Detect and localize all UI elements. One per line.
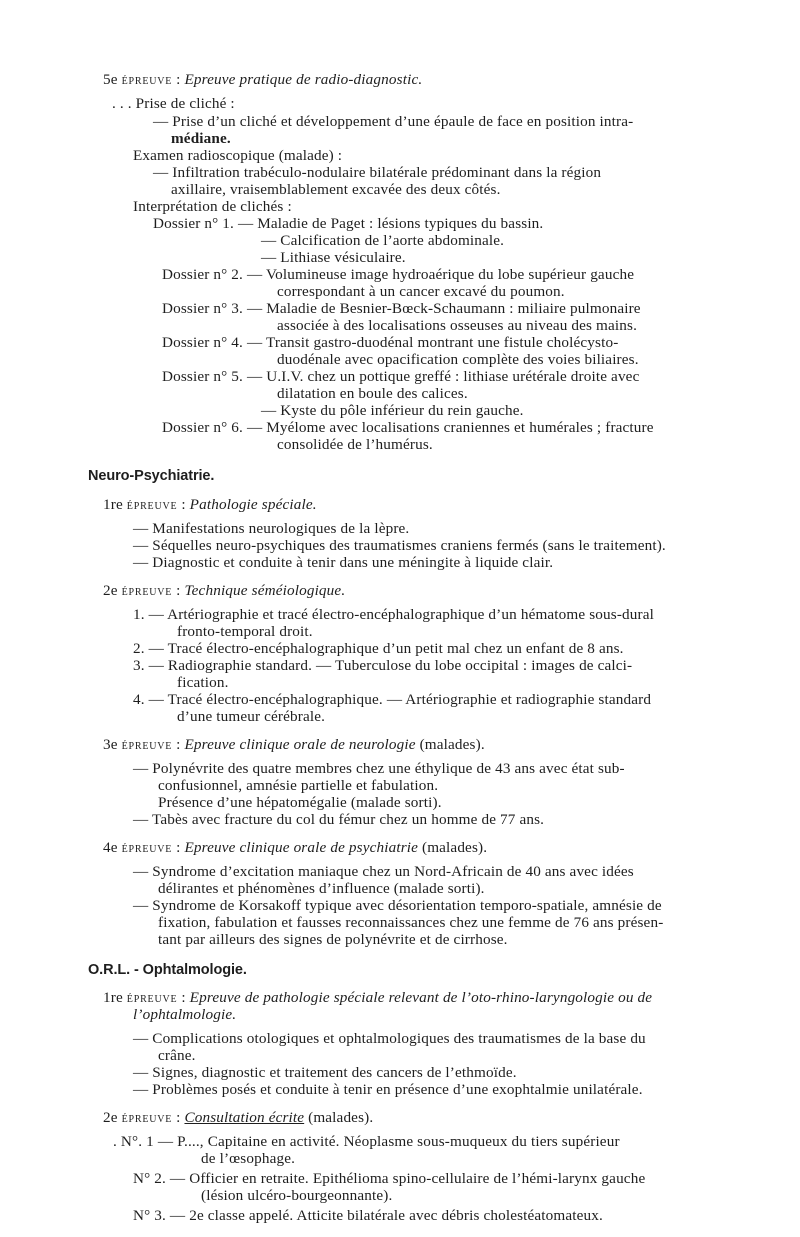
- text-line: — Séquelles neuro-psychiques des traumatismes craniens fermés (sans le traitement).: [133, 537, 666, 554]
- text-line: (lésion ulcéro-bourgeonnante).: [201, 1187, 393, 1204]
- text-line: — Syndrome de Korsakoff typique avec désorientation temporo-spatiale, amnésie de: [133, 897, 662, 914]
- text-line: correspondant à un cancer excavé du poumon.: [277, 283, 565, 300]
- text-line: fronto-temporal droit.: [177, 623, 313, 640]
- text-line: Présence d’une hépatomégalie (malade sorti).: [158, 794, 442, 811]
- text-line: confusionnel, amnésie partielle et fabulation.: [158, 777, 439, 794]
- text-line: — Calcification de l’aorte abdominale.: [261, 232, 505, 249]
- epreuve-heading: 1re épreuve : Pathologie spéciale.: [103, 496, 317, 513]
- text-line: crâne.: [158, 1047, 196, 1064]
- text-line: Dossier n° 4. — Transit gastro-duodénal montrant une fistule cholécysto-: [162, 334, 619, 351]
- text-line: 4. — Tracé électro-encéphalographique. — Artériographie et radiographie standard: [133, 691, 652, 708]
- text-line: consolidée de l’humérus.: [277, 436, 433, 453]
- text-line: fication.: [177, 674, 229, 691]
- text-line: N° 3. — 2e classe appelé. Atticite bilatérale avec débris cholestéatomateux.: [133, 1207, 603, 1224]
- epreuve-heading: 2e épreuve : Consultation écrite (malades).: [103, 1109, 374, 1126]
- text-line: — Infiltration trabéculo-nodulaire bilatérale prédominant dans la région: [153, 164, 602, 181]
- epreuve-heading: 3e épreuve : Epreuve clinique orale de neurologie (malades).: [103, 736, 485, 753]
- text-line: duodénale avec opacification complète des voies biliaires.: [277, 351, 639, 368]
- text-line: — Manifestations neurologiques de la lèpre.: [133, 520, 410, 537]
- text-line: 1. — Artériographie et tracé électro-encéphalographique d’un hématome sous-dural: [133, 606, 654, 623]
- epreuve-heading-radio: 5e épreuve : Epreuve pratique de radio-diagnostic.: [103, 71, 423, 88]
- text-line: N° 2. — Officier en retraite. Epithélioma spino-cellulaire de l’hémi-larynx gauche: [133, 1170, 646, 1187]
- text-line: . N°. 1 — P...., Capitaine en activité. Néoplasme sous-muqueux du tiers supérieur: [113, 1133, 620, 1150]
- text-line: Dossier n° 1. — Maladie de Paget : lésions typiques du bassin.: [153, 215, 544, 232]
- epreuve-heading-continuation: l’ophtalmologie.: [133, 1006, 237, 1023]
- text-line: Examen radioscopique (malade) :: [133, 147, 343, 164]
- text-line: — Kyste du pôle inférieur du rein gauche.: [261, 402, 524, 419]
- text-line: — Lithiase vésiculaire.: [261, 249, 406, 266]
- text-line: — Diagnostic et conduite à tenir dans une méningite à liquide clair.: [133, 554, 554, 571]
- text-line: axillaire, vraisemblablement excavée des deux côtés.: [171, 181, 501, 198]
- text-line: Interprétation de clichés :: [133, 198, 292, 215]
- section-heading-neuro: Neuro-Psychiatrie.: [88, 468, 215, 484]
- text-line: Dossier n° 6. — Myélome avec localisations craniennes et humérales ; fracture: [162, 419, 654, 436]
- text-line: Dossier n° 3. — Maladie de Besnier-Bœck-Schaumann : miliaire pulmonaire: [162, 300, 641, 317]
- section-heading-orl: O.R.L. - Ophtalmologie.: [88, 962, 247, 978]
- text-line: 3. — Radiographie standard. — Tuberculose du lobe occipital : images de calci-: [133, 657, 633, 674]
- epreuve-heading: 2e épreuve : Technique séméiologique.: [103, 582, 346, 599]
- epreuve-heading: 1re épreuve : Epreuve de pathologie spéciale relevant de l’oto-rhino-laryngologie ou de: [103, 989, 653, 1006]
- text-line: médiane.: [171, 130, 231, 147]
- epreuve-heading: 4e épreuve : Epreuve clinique orale de psychiatrie (malades).: [103, 839, 488, 856]
- text-line: — Tabès avec fracture du col du fémur chez un homme de 77 ans.: [133, 811, 545, 828]
- text-line: associée à des localisations osseuses au niveau des mains.: [277, 317, 638, 334]
- text-line: dilatation en boule des calices.: [277, 385, 468, 402]
- text-line: — Syndrome d’excitation maniaque chez un Nord-Africain de 40 ans avec idées: [133, 863, 634, 880]
- text-line: fixation, fabulation et fausses reconnaissances chez une femme de 76 ans présen-: [158, 914, 664, 931]
- text-line: — Polynévrite des quatre membres chez une éthylique de 43 ans avec état sub-: [133, 760, 625, 777]
- text-line: — Complications otologiques et ophtalmologiques des traumatismes de la base du: [133, 1030, 646, 1047]
- text-line: délirantes et phénomènes d’influence (malade sorti).: [158, 880, 485, 897]
- text-line: — Signes, diagnostic et traitement des cancers de l’ethmoïde.: [133, 1064, 517, 1081]
- text-line: 2. — Tracé électro-encéphalographique d’un petit mal chez un enfant de 8 ans.: [133, 640, 624, 657]
- text-line: — Problèmes posés et conduite à tenir en présence d’une exophtalmie unilatérale.: [133, 1081, 643, 1098]
- text-line: . . . Prise de cliché :: [112, 95, 235, 112]
- text-line: Dossier n° 2. — Volumineuse image hydroaérique du lobe supérieur gauche: [162, 266, 635, 283]
- text-line: de l’œsophage.: [201, 1150, 296, 1167]
- text-line: Dossier n° 5. — U.I.V. chez un pottique greffé : lithiase urétérale droite avec: [162, 368, 640, 385]
- text-line: — Prise d’un cliché et développement d’une épaule de face en position intra-: [153, 113, 634, 130]
- text-line: d’une tumeur cérébrale.: [177, 708, 326, 725]
- text-line: tant par ailleurs des signes de polynévrite et de cirrhose.: [158, 931, 508, 948]
